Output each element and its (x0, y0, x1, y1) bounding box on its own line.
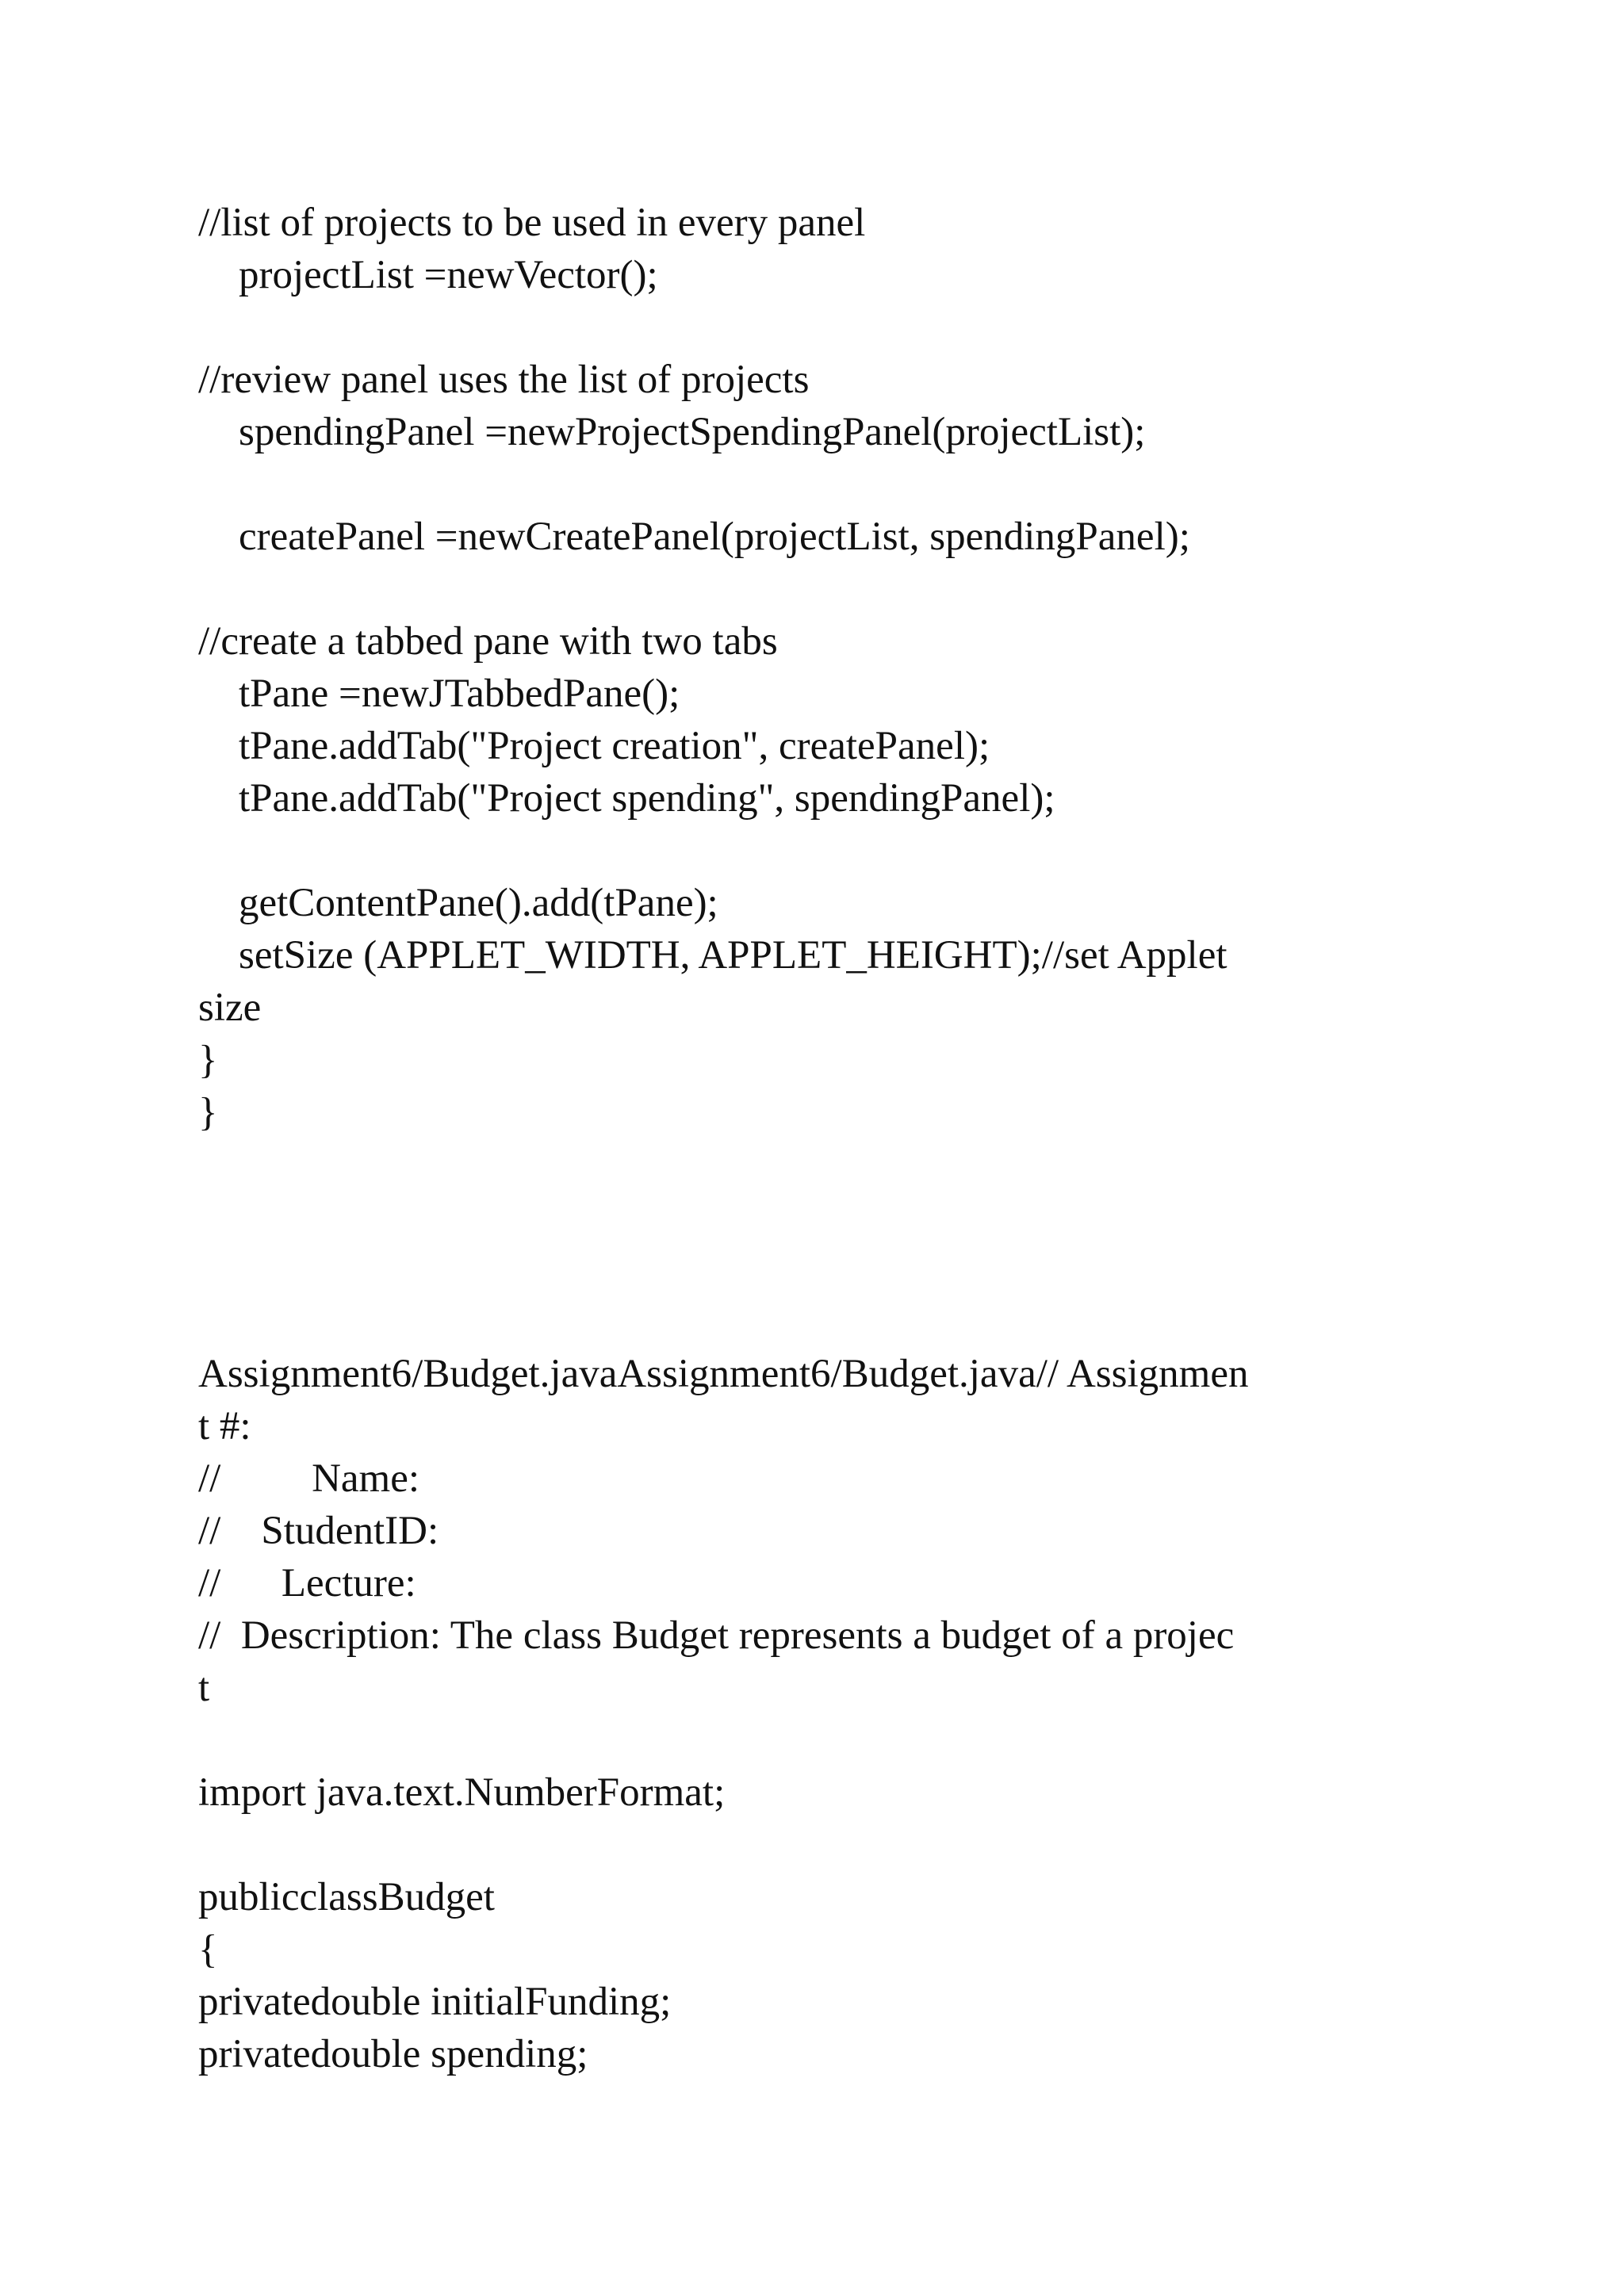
text-line: //list of projects to be used in every panel (198, 201, 866, 245)
text-line: projectList =newVector(); (198, 253, 658, 297)
text-line: getContentPane().add(tPane); (198, 881, 718, 925)
text-line: t #: (198, 1404, 251, 1448)
text-line: // Description: The class Budget represents a budget of a projec (198, 1613, 1235, 1658)
text-line: setSize (APPLET_WIDTH, APPLET_HEIGHT);//set Applet (198, 933, 1228, 978)
text-line: } (198, 1090, 218, 1135)
text-line: // Lecture: (198, 1561, 416, 1605)
text-line: Assignment6/Budget.javaAssignment6/Budget.java// Assignmen (198, 1352, 1249, 1396)
text-line: publicclassBudget (198, 1875, 495, 1919)
text-line: t (198, 1666, 210, 1710)
text-line: privatedouble initialFunding; (198, 1980, 672, 2024)
text-line: } (198, 1038, 218, 1082)
text-line: tPane.addTab("Project creation", createPanel); (198, 724, 990, 768)
text-line: // Name: (198, 1456, 420, 1501)
text-line: { (198, 1927, 218, 1972)
text-line: //create a tabbed pane with two tabs (198, 619, 778, 664)
text-line: privatedouble spending; (198, 2032, 588, 2076)
text-line: tPane =newJTabbedPane(); (198, 672, 680, 716)
text-line: //review panel uses the list of projects (198, 358, 810, 402)
text-line: // StudentID: (198, 1509, 439, 1553)
text-line: spendingPanel =newProjectSpendingPanel(projectList); (198, 410, 1146, 454)
text-line: import java.text.NumberFormat; (198, 1770, 726, 1815)
text-line: createPanel =newCreatePanel(projectList, spendingPanel); (198, 515, 1190, 559)
text-line: tPane.addTab("Project spending", spendingPanel); (198, 776, 1055, 821)
text-line: size (198, 985, 262, 1030)
